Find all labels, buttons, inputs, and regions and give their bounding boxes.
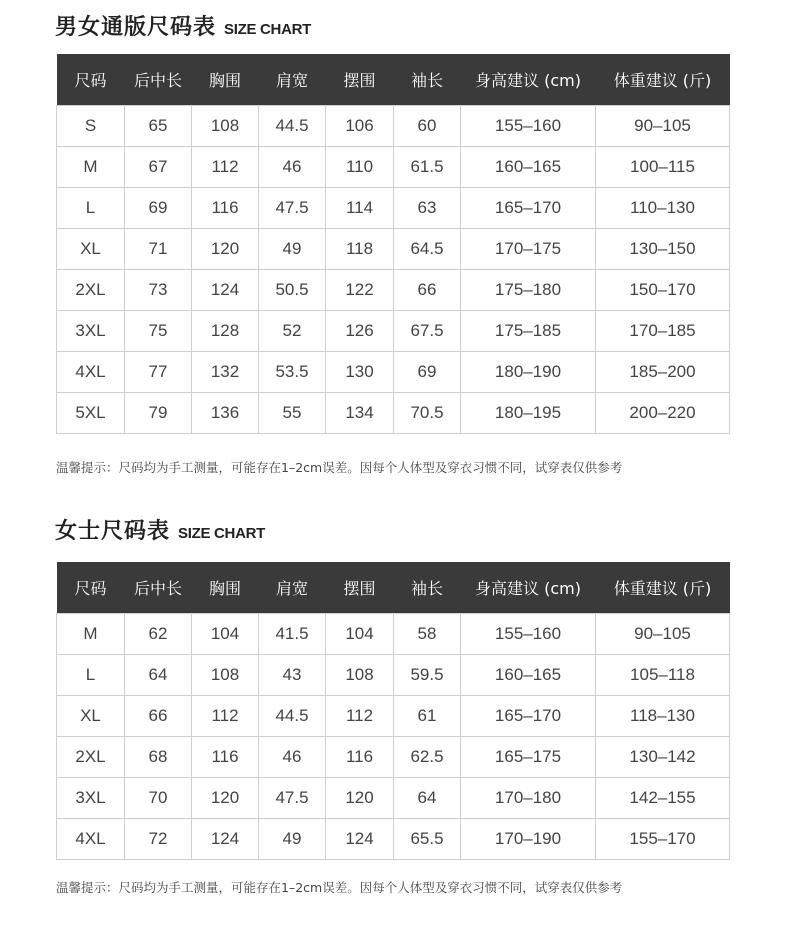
table-cell: 60 [394, 106, 461, 147]
table-cell: 170–190 [461, 819, 596, 860]
table-cell: 49 [259, 819, 326, 860]
size-cell: 3XL [57, 311, 125, 352]
table-cell: 72 [125, 819, 192, 860]
table-cell: 170–180 [461, 778, 596, 819]
size-cell: L [57, 655, 125, 696]
table-cell: 114 [326, 188, 394, 229]
size-cell: XL [57, 229, 125, 270]
size-cell: 4XL [57, 819, 125, 860]
table-cell: 67.5 [394, 311, 461, 352]
table-cell: 64.5 [394, 229, 461, 270]
table-cell: 58 [394, 614, 461, 655]
table-cell: 160–165 [461, 147, 596, 188]
table-cell: 44.5 [259, 106, 326, 147]
table-cell: 64 [394, 778, 461, 819]
table-cell: 90–105 [596, 614, 730, 655]
men-title-cn: 男女通版尺码表 [55, 15, 217, 40]
table-cell: 165–175 [461, 737, 596, 778]
table-cell: 175–185 [461, 311, 596, 352]
table-row [57, 778, 730, 819]
table-cell: 43 [259, 655, 326, 696]
table-cell: 67 [125, 147, 192, 188]
table-cell: 62 [125, 614, 192, 655]
table-cell: 118–130 [596, 696, 730, 737]
table-cell: 46 [259, 147, 326, 188]
column-header: 袖长 [394, 54, 461, 106]
table-cell: 47.5 [259, 778, 326, 819]
table-header-row [57, 562, 730, 614]
table-cell: 106 [326, 106, 394, 147]
table-cell: 61.5 [394, 147, 461, 188]
table-row [57, 229, 730, 270]
table-cell: 47.5 [259, 188, 326, 229]
table-cell: 77 [125, 352, 192, 393]
table-cell: 128 [192, 311, 259, 352]
table-cell: 155–160 [461, 106, 596, 147]
table-header-row [57, 54, 730, 106]
table-cell: 122 [326, 270, 394, 311]
table-cell: 130–150 [596, 229, 730, 270]
table-cell: 130–142 [596, 737, 730, 778]
size-cell: 2XL [57, 737, 125, 778]
column-header: 身高建议 (cm) [461, 562, 596, 614]
table-cell: 64 [125, 655, 192, 696]
column-header: 后中长 [125, 54, 192, 106]
table-cell: 116 [192, 737, 259, 778]
column-header: 肩宽 [259, 54, 326, 106]
table-row [57, 352, 730, 393]
table-cell: 66 [125, 696, 192, 737]
column-header: 摆围 [326, 54, 394, 106]
table-cell: 110–130 [596, 188, 730, 229]
table-cell: 70 [125, 778, 192, 819]
table-row [57, 311, 730, 352]
table-cell: 116 [326, 737, 394, 778]
table-cell: 46 [259, 737, 326, 778]
size-cell: L [57, 188, 125, 229]
table-cell: 120 [192, 229, 259, 270]
table-cell: 142–155 [596, 778, 730, 819]
column-header: 尺码 [57, 54, 125, 106]
table-cell: 108 [192, 655, 259, 696]
table-cell: 62.5 [394, 737, 461, 778]
table-row [57, 655, 730, 696]
table-cell: 90–105 [596, 106, 730, 147]
table-cell: 170–175 [461, 229, 596, 270]
table-cell: 185–200 [596, 352, 730, 393]
size-cell: S [57, 106, 125, 147]
table-cell: 66 [394, 270, 461, 311]
table-cell: 126 [326, 311, 394, 352]
table-cell: 105–118 [596, 655, 730, 696]
table-cell: 104 [192, 614, 259, 655]
column-header: 摆围 [326, 562, 394, 614]
women-size-table [56, 562, 730, 860]
table-cell: 52 [259, 311, 326, 352]
table-cell: 71 [125, 229, 192, 270]
table-cell: 124 [192, 270, 259, 311]
women-title-cn: 女士尺码表 [55, 519, 171, 544]
table-cell: 116 [192, 188, 259, 229]
table-cell: 155–170 [596, 819, 730, 860]
column-header: 体重建议 (斤) [596, 54, 730, 106]
table-cell: 132 [192, 352, 259, 393]
table-cell: 63 [394, 188, 461, 229]
women-size-chart-title [55, 514, 265, 545]
table-cell: 124 [326, 819, 394, 860]
women-size-note: 温馨提示：尺码均为手工测量，可能存在1–2cm误差。因每个人体型及穿衣习惯不同，试穿表仅供参考 [56, 880, 623, 895]
size-cell: XL [57, 696, 125, 737]
men-size-note: 温馨提示：尺码均为手工测量，可能存在1–2cm误差。因每个人体型及穿衣习惯不同，试穿表仅供参考 [56, 460, 623, 475]
table-cell: 118 [326, 229, 394, 270]
table-cell: 65.5 [394, 819, 461, 860]
table-cell: 120 [326, 778, 394, 819]
table-cell: 41.5 [259, 614, 326, 655]
men-title-en: SIZE CHART [224, 21, 312, 38]
table-cell: 112 [192, 147, 259, 188]
table-cell: 79 [125, 393, 192, 434]
table-cell: 160–165 [461, 655, 596, 696]
table-cell: 108 [192, 106, 259, 147]
table-cell: 100–115 [596, 147, 730, 188]
table-cell: 170–185 [596, 311, 730, 352]
table-cell: 124 [192, 819, 259, 860]
table-row [57, 270, 730, 311]
table-cell: 73 [125, 270, 192, 311]
table-cell: 130 [326, 352, 394, 393]
women-title-en: SIZE CHART [178, 525, 266, 542]
table-row [57, 106, 730, 147]
table-cell: 112 [192, 696, 259, 737]
table-cell: 120 [192, 778, 259, 819]
table-cell: 180–190 [461, 352, 596, 393]
table-row [57, 393, 730, 434]
table-cell: 59.5 [394, 655, 461, 696]
men-size-table [56, 54, 730, 434]
column-header: 尺码 [57, 562, 125, 614]
table-cell: 165–170 [461, 696, 596, 737]
table-row [57, 147, 730, 188]
table-cell: 55 [259, 393, 326, 434]
column-header: 后中长 [125, 562, 192, 614]
table-cell: 108 [326, 655, 394, 696]
size-cell: 4XL [57, 352, 125, 393]
table-row [57, 614, 730, 655]
table-cell: 69 [125, 188, 192, 229]
table-cell: 165–170 [461, 188, 596, 229]
table-cell: 44.5 [259, 696, 326, 737]
table-cell: 112 [326, 696, 394, 737]
size-cell: 5XL [57, 393, 125, 434]
table-cell: 65 [125, 106, 192, 147]
table-cell: 68 [125, 737, 192, 778]
table-row [57, 696, 730, 737]
table-cell: 69 [394, 352, 461, 393]
size-cell: 2XL [57, 270, 125, 311]
size-cell: M [57, 614, 125, 655]
table-cell: 50.5 [259, 270, 326, 311]
table-cell: 49 [259, 229, 326, 270]
table-cell: 180–195 [461, 393, 596, 434]
table-cell: 150–170 [596, 270, 730, 311]
table-cell: 155–160 [461, 614, 596, 655]
column-header: 胸围 [192, 54, 259, 106]
table-row [57, 737, 730, 778]
men-size-chart-title [55, 10, 311, 41]
column-header: 身高建议 (cm) [461, 54, 596, 106]
column-header: 胸围 [192, 562, 259, 614]
table-row [57, 188, 730, 229]
column-header: 肩宽 [259, 562, 326, 614]
table-cell: 136 [192, 393, 259, 434]
table-cell: 75 [125, 311, 192, 352]
column-header: 袖长 [394, 562, 461, 614]
table-cell: 110 [326, 147, 394, 188]
table-cell: 70.5 [394, 393, 461, 434]
table-cell: 200–220 [596, 393, 730, 434]
table-cell: 61 [394, 696, 461, 737]
table-cell: 175–180 [461, 270, 596, 311]
size-cell: 3XL [57, 778, 125, 819]
table-cell: 134 [326, 393, 394, 434]
table-cell: 104 [326, 614, 394, 655]
column-header: 体重建议 (斤) [596, 562, 730, 614]
table-cell: 53.5 [259, 352, 326, 393]
size-cell: M [57, 147, 125, 188]
table-row [57, 819, 730, 860]
